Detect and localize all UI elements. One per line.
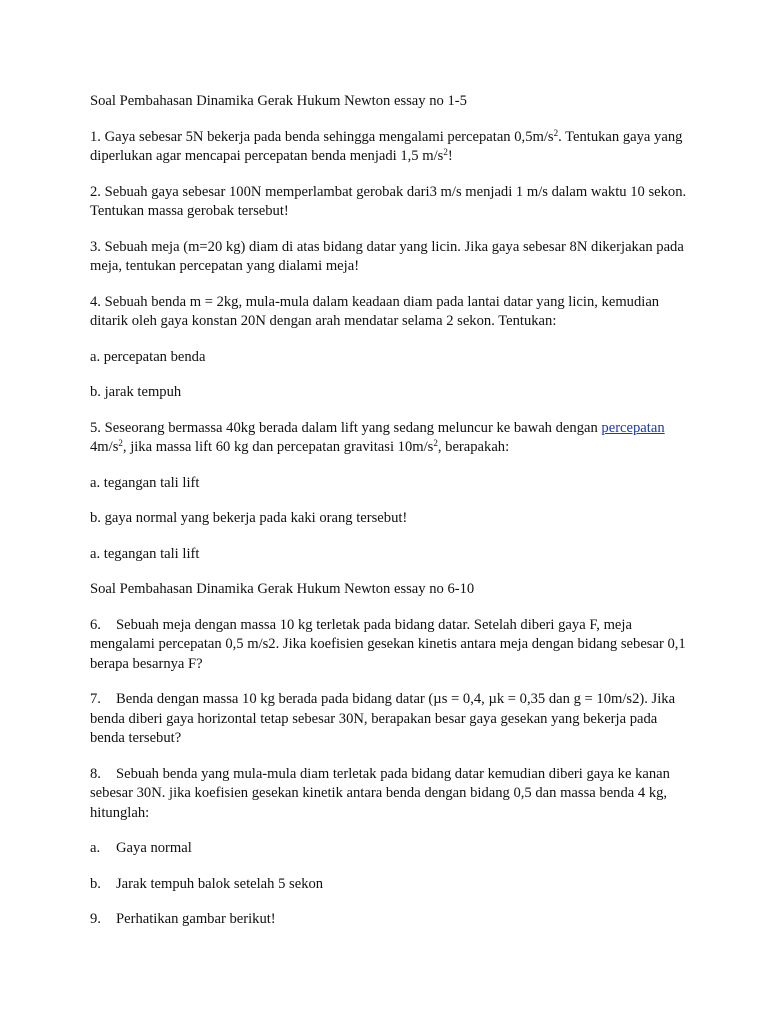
question-8-item-a-text: Gaya normal xyxy=(116,840,192,856)
question-8 xyxy=(90,765,690,824)
question-4: 4. Sebuah benda m = 2kg, mula-mula dalam keadaan diam pada lantai datar yang licin, kemudian ditarik oleh gaya konstan 20N dengan arah mendatar selama 2 sekon. Tentukan: xyxy=(90,293,660,329)
question-7-text: Benda dengan massa 10 kg berada pada bidang datar (µs = 0,4, µk = 0,35 dan g = 10m/s2). Jika benda diberi gaya horizontal tetap sebesar 30N, berapakan besar gaya gesekan yang bekerja pada benda tersebut? xyxy=(90,691,676,746)
question-1-text-c: ! xyxy=(447,148,453,164)
question-9-number: 9. xyxy=(90,911,101,927)
question-9-text: Perhatikan gambar berikut! xyxy=(116,911,276,927)
question-2: 2. Sebuah gaya sebesar 100N memperlambat gerobak dari3 m/s menjadi 1 m/s dalam waktu 10 sekon. Tentukan massa gerobak tersebut! xyxy=(90,183,687,219)
question-1 xyxy=(90,128,690,167)
question-5-text-d: , berapakah: xyxy=(437,439,510,455)
question-8-text: Sebuah benda yang mula-mula diam terletak pada bidang datar kemudian diberi gaya ke kanan sebesar 30N. jika koefisien gesekan kinetik antara benda dengan bidang 0,5 dan massa benda 4 kg, hitunglah: xyxy=(90,765,670,821)
question-7 xyxy=(90,690,690,749)
question-5-text-b: 4m/s xyxy=(90,439,119,455)
question-8-item-a xyxy=(90,839,690,859)
question-5-text-c: , jika massa lift 60 kg dan percepatan gravitasi 10m/s xyxy=(122,439,434,455)
question-5-sup-b: 2 xyxy=(118,438,123,448)
question-6 xyxy=(90,616,690,675)
question-5-text-a: 5. Seseorang bermassa 40kg berada dalam lift yang sedang meluncur ke bawah dengan xyxy=(90,419,602,436)
question-9 xyxy=(90,910,690,930)
section-heading-6-10: Soal Pembahasan Dinamika Gerak Hukum Newton essay no 6-10 xyxy=(90,581,475,597)
question-4-item-b: b. jarak tempuh xyxy=(90,384,182,400)
question-1-sup-b: 2 xyxy=(443,147,448,157)
question-6-number: 6. xyxy=(90,616,101,633)
percepatan-link[interactable]: percepatan xyxy=(601,419,665,436)
question-5-item-a: a. tegangan tali lift xyxy=(90,474,200,491)
question-1-sup-a: 2 xyxy=(553,127,559,138)
question-6-text: Sebuah meja dengan massa 10 kg terletak pada bidang datar. Setelah diberi gaya F, meja mengalami percepatan 0,5 m/s2. Jika koefisien gesekan kinetis antara meja dengan bidang sebesar 0,1 berapa besarnya F? xyxy=(90,616,686,672)
question-7-number: 7. xyxy=(90,691,101,707)
question-5 xyxy=(90,419,690,458)
question-1-text-b: . Tentukan gaya yang diperlukan agar mencapai percepatan benda menjadi 1,5 m/s xyxy=(90,128,683,164)
question-5-item-a-repeat: a. tegangan tali lift xyxy=(90,545,200,562)
question-8-item-b-label: b. xyxy=(90,875,101,892)
question-5-sup-c: 2 xyxy=(433,438,438,448)
question-5-item-b: b. gaya normal yang bekerja pada kaki orang tersebut! xyxy=(90,510,408,526)
question-1-text-a: 1. Gaya sebesar 5N bekerja pada benda sehingga mengalami percepatan 0,5m/s xyxy=(90,128,554,145)
question-3: 3. Sebuah meja (m=20 kg) diam di atas bidang datar yang licin. Jika gaya sebesar 8N dikerjakan pada meja, tentukan percepatan yang dialami meja! xyxy=(90,238,684,274)
question-8-item-a-label: a. xyxy=(90,840,101,856)
question-4-item-a: a. percepatan benda xyxy=(90,348,206,365)
section-heading-1-5: Soal Pembahasan Dinamika Gerak Hukum Newton essay no 1-5 xyxy=(90,93,467,109)
question-8-item-b xyxy=(90,875,690,895)
question-8-item-b-text: Jarak tempuh balok setelah 5 sekon xyxy=(116,875,324,892)
document-page xyxy=(90,92,690,946)
question-8-number: 8. xyxy=(90,765,101,782)
